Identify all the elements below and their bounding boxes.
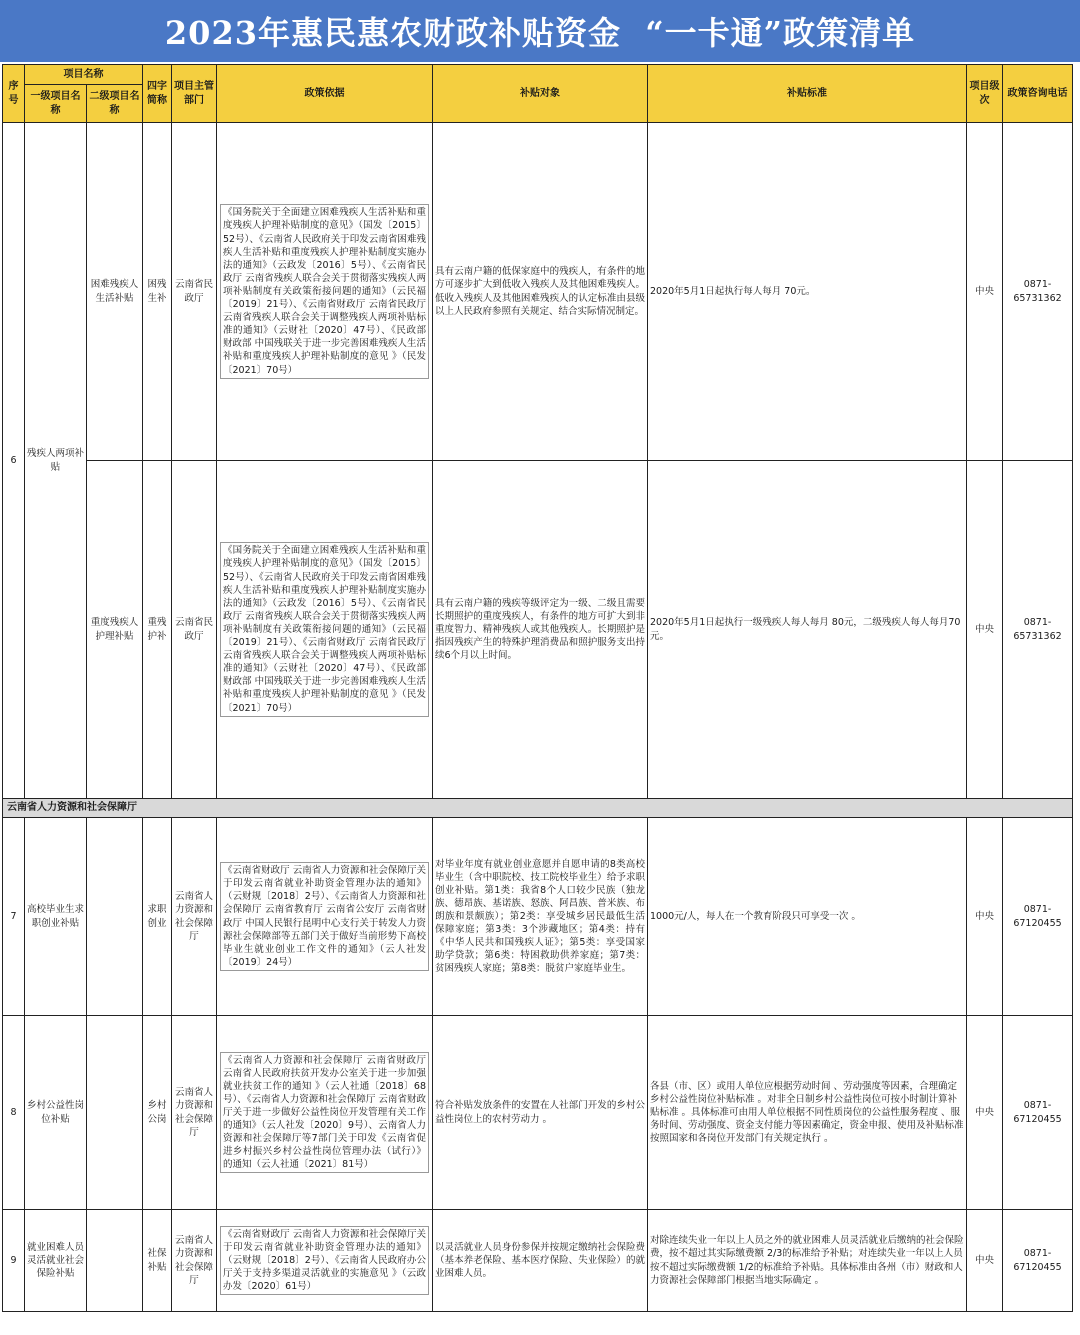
row-level2 [87,1016,143,1210]
row-level2: 困难残疾人生活补贴 [87,123,143,461]
row-object: 符合补贴发放条件的安置在人社部门开发的乡村公益性岗位上的农村劳动力 。 [433,1016,648,1210]
row-abbr: 困残生补 [143,123,172,461]
table-row [3,461,1073,799]
row-phone: 0871-65731362 [1003,123,1073,461]
basis-text: 《国务院关于全面建立困难残疾人生活补贴和重度残疾人护理补贴制度的意见》（国发〔2015〕52号）、《云南省人民政府关于印发云南省困难残疾人生活补贴和重度残疾人护理补贴制度实施办法的通知》（云政发〔2016〕5号）、《云南省民政厅 云南省残疾人联合会关于贯彻落实残疾人两项补贴制度有关政策衔接问题的通知》（云民福〔2019〕21号）、《云南省财政厅 云南省民政厅 云南省残疾人联合会关于调整残疾人两项补贴标准的通知》（云财社〔2020〕47号）、《民政部 财政部 中国残联关于进一步完善困难残疾人生活补贴和重度残疾人护理补贴制度的意见 》（民发〔2021〕70号） [220,542,429,716]
row-standard: 各县（市、区）或用人单位应根据劳动时间 、劳动强度等因素，合理确定乡村公益性岗位补贴标准 。对非全日制乡村公益性岗位可按小时制计算补贴标准 。具体标准可由用人单位根据不同性质岗位的公益性服务程度 、服务时间、劳动强度、资金支付能力等因素确定，资金申报、使用及补贴标准按照国家和各岗位开发部门有关规定执行 。 [648,1016,967,1210]
row-basis [217,123,433,461]
row-level1: 乡村公益性岗位补贴 [25,1016,87,1210]
header-basis: 政策依据 [217,65,433,123]
row-basis [217,818,433,1016]
row-level2: 重度残疾人护理补贴 [87,461,143,799]
table-row [3,1210,1073,1312]
row-standard: 2020年5月1日起执行一级残疾人每人每月 80元，二级残疾人每人每月70元。 [648,461,967,799]
table-row [3,1016,1073,1210]
row-abbr: 重残护补 [143,461,172,799]
row-level: 中央 [967,1210,1003,1312]
row-level: 中央 [967,461,1003,799]
header-level: 项目级次 [967,65,1003,123]
row-dept: 云南省民政厅 [172,461,217,799]
row-level1: 就业困难人员灵活就业社会保险补贴 [25,1210,87,1312]
table-row [3,123,1073,461]
row-object: 以灵活就业人员身份参保并按规定缴纳社会保险费（基本养老保险、基本医疗保险、失业保险）的就业困难人员。 [433,1210,648,1312]
row-phone: 0871-67120455 [1003,818,1073,1016]
header-project-name: 项目名称 [25,65,143,85]
row-object: 具有云南户籍的残疾等级评定为一级、二级且需要长期照护的重度残疾人，有条件的地方可扩大到非重度智力、精神残疾人或其他残疾人。长期照护是指因残疾产生的特殊护理消费品和照护服务支出持续6个月以上时间。 [433,461,648,799]
row-seq: 9 [3,1210,25,1312]
row-level1: 残疾人两项补贴 [25,123,87,799]
row-abbr: 社保补贴 [143,1210,172,1312]
row-object: 对毕业年度有就业创业意愿并自愿申请的8类高校毕业生（含中职院校、技工院校毕业生）给予求职创业补贴。第1类：我省8个人口较少民族（独龙族、德昂族、基诺族、怒族、阿昌族、普米族、布朗族和景颇族）；第2类：享受城乡居民最低生活保障家庭；第3类：3个涉藏地区；第4类：持有《中华人民共和国残疾人证》；第5类：享受国家助学贷款；第6类：特困救助供养家庭；第7类：贫困残疾人家庭；第8类：脱贫户家庭毕业生。 [433,818,648,1016]
row-basis [217,461,433,799]
row-level: 中央 [967,1016,1003,1210]
basis-text: 《云南省财政厅 云南省人力资源和社会保障厅关于印发云南省就业补助资金管理办法的通知》（云财规〔2018〕2号）、《云南省人民政府办公厅关于支持多渠道灵活就业的实施意见 》（云政办发〔2020〕61号） [220,1226,429,1296]
section-row [3,799,1073,818]
row-seq: 7 [3,818,25,1016]
header-phone: 政策咨询电话 [1003,65,1073,123]
row-level2 [87,818,143,1016]
row-seq: 8 [3,1016,25,1210]
row-standard: 1000元/人，每人在一个教育阶段只可享受一次 。 [648,818,967,1016]
policy-table [2,64,1073,1312]
header-level2: 二级项目名称 [87,85,143,123]
row-level1: 高校毕业生求职创业补贴 [25,818,87,1016]
row-basis [217,1210,433,1312]
row-abbr: 求职创业 [143,818,172,1016]
section-title: 云南省人力资源和社会保障厅 [3,799,1073,818]
header-object: 补贴对象 [433,65,648,123]
row-abbr: 乡村公岗 [143,1016,172,1210]
header-seq: 序号 [3,65,25,123]
basis-text: 《云南省财政厅 云南省人力资源和社会保障厅关于印发云南省就业补助资金管理办法的通知》（云财规〔2018〕2号）、《云南省人力资源和社会保障厅 云南省教育厅 云南省公安厅 云南省财政厅 中国人民银行昆明中心支行关于转发人力资源社会保障部等五部门关于做好当前形势下高校毕业生就业创业工作文件的通知》（云人社发〔2019〕24号） [220,862,429,971]
row-level2 [87,1210,143,1312]
row-dept: 云南省民政厅 [172,123,217,461]
row-standard: 2020年5月1日起执行每人每月 70元。 [648,123,967,461]
row-phone: 0871-67120455 [1003,1016,1073,1210]
page-title: 2023年惠民惠农财政补贴资金 “一卡通”政策清单 [164,14,916,52]
row-dept: 云南省人力资源和社会保障厅 [172,1210,217,1312]
basis-text: 《云南省人力资源和社会保障厅 云南省财政厅 云南省人民政府扶贫开发办公室关于进一步加强就业扶贫工作的通知 》（云人社通〔2018〕68号）、《云南省人力资源和社会保障厅 云南省财政厅关于进一步做好公益性岗位开发管理有关工作的通知》（云人社发〔2020〕9号）、云南省人力资源和社会保障厅等7部门关于印发《云南省促进乡村振兴乡村公益性岗位管理办法（试行）》的通知（云人社通〔2021〕81号） [220,1052,429,1174]
row-phone: 0871-65731362 [1003,461,1073,799]
title-bar [0,0,1080,62]
header-dept: 项目主管部门 [172,65,217,123]
row-basis [217,1016,433,1210]
row-standard: 对除连续失业一年以上人员之外的就业困难人员灵活就业后缴纳的社会保险费，按不超过其实际缴费额 2/3的标准给予补贴；对连续失业一年以上人员按不超过实际缴费额 1/2的标准给予补贴。具体标准由各州（市）财政和人力资源社会保障部门根据当地实际确定 。 [648,1210,967,1312]
header-level1: 一级项目名称 [25,85,87,123]
row-seq: 6 [3,123,25,799]
basis-text: 《国务院关于全面建立困难残疾人生活补贴和重度残疾人护理补贴制度的意见》（国发〔2015〕52号）、《云南省人民政府关于印发云南省困难残疾人生活补贴和重度残疾人护理补贴制度实施办法的通知》（云政发〔2016〕5号）、《云南省民政厅 云南省残疾人联合会关于贯彻落实残疾人两项补贴制度有关政策衔接问题的通知》（云民福〔2019〕21号）、《云南省财政厅 云南省民政厅 云南省残疾人联合会关于调整残疾人两项补贴标准的通知》（云财社〔2020〕47号）、《民政部 财政部 中国残联关于进一步完善困难残疾人生活补贴和重度残疾人护理补贴制度的意见 》（民发〔2021〕70号） [220,204,429,378]
row-dept: 云南省人力资源和社会保障厅 [172,818,217,1016]
table-row [3,818,1073,1016]
header-standard: 补贴标准 [648,65,967,123]
row-level: 中央 [967,123,1003,461]
row-level: 中央 [967,818,1003,1016]
row-phone: 0871-67120455 [1003,1210,1073,1312]
row-object: 具有云南户籍的低保家庭中的残疾人，有条件的地方可逐步扩大到低收入残疾人及其他困难残疾人。低收入残疾人及其他困难残疾人的认定标准由县级以上人民政府参照有关规定、结合实际情况制定。 [433,123,648,461]
header-abbr: 四字简称 [143,65,172,123]
row-dept: 云南省人力资源和社会保障厅 [172,1016,217,1210]
